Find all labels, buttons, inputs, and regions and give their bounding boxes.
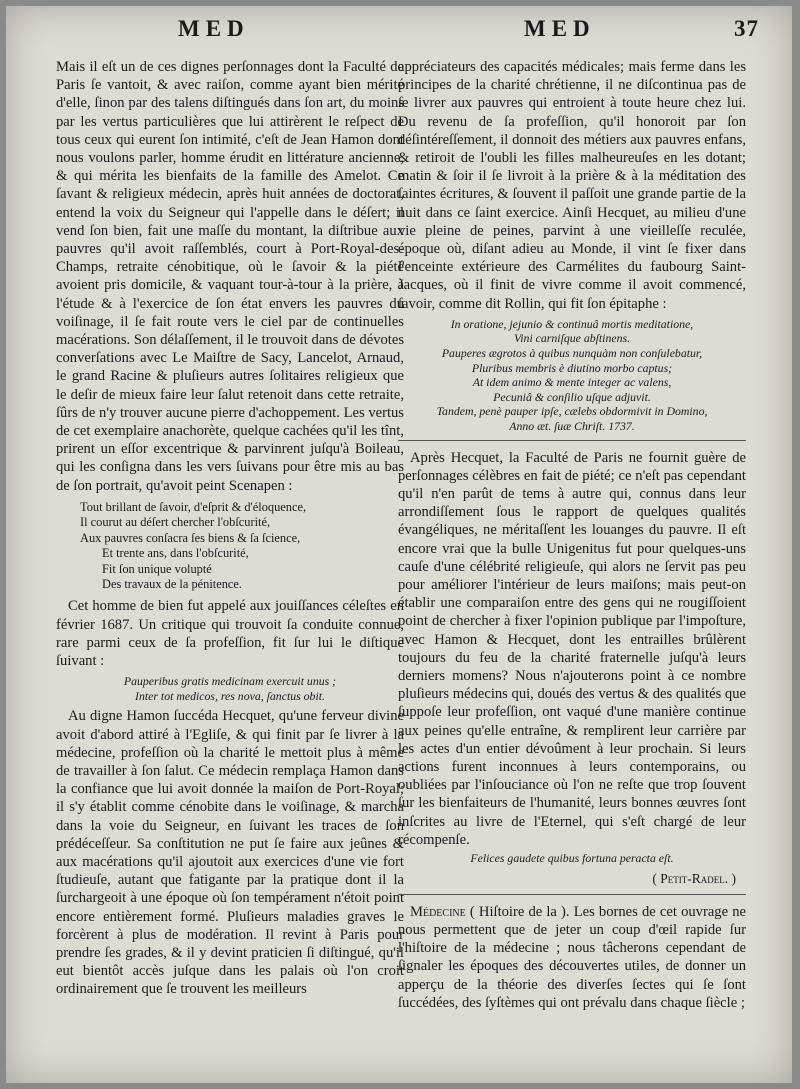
epitaph-line: Tandem, penè pauper ipſe, cælebs obdormivit in Domino,	[436, 404, 708, 419]
paragraph: Mais il eſt un de ces dignes perſonnages dont la Faculté de Paris ſe vantoit, & avec raiſon, comme ayant bien mérité d'elle, ſinon par des talens diſtingués dans ſon art, du moins par les vertus particulières que lui attirèrent le reſpect de tous ceux qui eurent ſon intimité, c'eſt de Jean Hamon dont nous voulons parler, homme érudit en littérature ancienne, & qui mérita les bienfaits de la famille des Amelot. Ce ſavant & religieux médecin, après huit années de doctorat, entend la voix du Seigneur qui l'appelle dans le déſert; il vend ſon bien, fait une maſſe du montant, la diſtribue aux pauvres qu'il avoit raſſemblés, court à Port-Royal-des-Champs, retraite cénobitique, où le ſavoir & la piété avoient pris domicile, & vaquant tour-à-tour à la prière, à l'étude & à l'exercice de ſon état envers les pauvres du voiſinage, il ſe fait route vers le ciel par de continuelles macérations. Son délaſſement, il le trouvoit dans de dévotes converſations avec Le Maiſtre de Sacy, Lancelot, Arnaud, le grand Racine & pluſieurs autres ſolitaires religieux que le deſir de mieux faire leur ſalut retenoit dans cette retraite, ſûrs de n'y trouver aucune pierre d'achoppement. Les vertus de cet exemplaire anachorète, quelque cachées qu'il les tînt, prirent un eſſor excentrique & parvinrent juſqu'à Boileau, qui les conſigna dans les vers ſuivans pour être mis au bas de ſon portrait, qu'avoit peint Scenapen :	[56, 59, 404, 494]
epitaph-line: In oratione, jejunio & continuâ mortis meditatione,	[450, 316, 694, 331]
running-head-left: MED	[178, 16, 250, 41]
verse-line: Et trente ans, dans l'obſcurité,	[102, 546, 249, 561]
verse-line: Tout brillant de ſavoir, d'eſprit & d'éloquence,	[80, 499, 307, 514]
boileau-verse	[80, 500, 404, 592]
right-column	[398, 58, 746, 1012]
epitaph-line: Pauperes ægrotos à quibus nunquàm non conſulebatur,	[441, 346, 703, 361]
verse-line: Aux pauvres conſacra ſes biens & ſa ſcience,	[80, 530, 301, 545]
latin-line: Inter tot medicos, res nova, ſanctus obit.	[135, 688, 325, 703]
verse-line: Il courut au déſert chercher l'obſcurité,	[80, 515, 271, 530]
paragraph: Après Hecquet, la Faculté de Paris ne fournit guère de perſonnages célèbres en fait de piété; ce n'eſt pas cependant qu'il n'en parût de tems à autre qui, connus dans leur arrondiſſement ſous le rapport de quelques qualités évangéliques, ne méritaſſent les louanges du pauvre. Il eſt encore vrai que la bulle Unigenitus fut pour quelques-uns cauſe d'une célébrité religieuſe, qui alors ne ſervit pas peu pour améliorer l'intérieur de leurs maiſons; mais peut-on établir une comparaiſon entre des gens qui ne rougiſſoient point de chercher à fixer l'opinion publique par l'impoſture, avec Hamon & Hecquet, dont les entrailles brûlèrent toujours du feu de la charité fraternelle juſqu'à leurs derniers momens? Nous n'ajouterons point à ce nombre pluſieurs médecins qui, doués des vertus & des qualités que ſuppoſe leur profeſſion, ont vaqué d'une manière continue aux peines qu'elle entraîne, & remplirent leur carrière par les actes d'un entier dévoûment à leur prochain. Si leurs actions furent inconnues à leurs contemporains, ou oubliées par l'inſouciance où l'on ne reſte que trop ſouvent ſur les bienfaiteurs de l'humanité, leurs bonnes œuvres ſont inſcrites au livre de l'Eternel, qui s'eſt chargé de leur récompenſe.	[398, 449, 746, 848]
verse-line: Des travaux de la pénitence.	[102, 576, 243, 591]
epitaph-line: At idem animo & mente integer ac valens,	[472, 375, 672, 390]
epitaph	[398, 317, 746, 434]
paragraph: appréciateurs des capacités médicales; mais ferme dans les principes de la charité chrétienne, il ne diſcontinua pas de ſe livrer aux pauvres qui entroient à toute heure chez lui. Du revenu de ſa profeſſion, qu'il honoroit par ſon déſintéreſſement, il donnoit des métiers aux pauvres enfans, & retiroit de l'oubli les filles malheureuſes en les dotant; matin & ſoir il ſe livroit à la prière & à la méditation des ſaintes écritures, & ſouvent il paſſoit une grande partie de la nuit dans ce ſaint exercice. Ainſi Hecquet, au milieu d'une vie pleine de peines, parvint à une vieilleſſe reculée, époque où, diſant adieu au Monde, il vint ſe fixer dans l'enceinte extérieure des Carmélites du faubourg Saint-Jacques, où il finit de vivre comme il avoit commencé, ſavoir, comme dit Rollin, qui fit ſon épitaphe :	[398, 59, 746, 312]
left-column	[56, 58, 404, 999]
closing-latin: Felices gaudete quibus fortuna peracta eſt.	[470, 851, 674, 866]
epitaph-line: Vini carniſque abſtinens.	[513, 331, 631, 346]
paragraph: Cet homme de bien fut appelé aux jouiſſances céleſtes en février 1687. Un critique qui trouvoit ſa conduite connue, rare parmi ceux de ſa profeſſion, fit ſur lui le diſtique ſuivant :	[56, 598, 404, 669]
paragraph: Au digne Hamon ſuccéda Hecquet, qu'une ferveur divine avoit d'abord attiré à l'Egliſe, & qui finit par ſe livrer à la médecine, profeſſion où la charité le mettoit plus à même de travailler à ſon ſalut. Ce médecin remplaça Hamon dans la confiance que lui avoit donnée la maiſon de Port-Royal; il s'y établit comme cénobite dans le voiſinage, & marcha dans la voie du Seigneur, en ſuivant les traces de ſon prédéceſſeur. Sa conſtitution ne put ſe faire aux jeûnes & aux macérations qu'il ajoutoit aux exercices d'une vie fort ſtudieuſe, autant que fatigante par la pratique dont il la ſurchargeoit à une époque où ſon tempérament n'étoit point encore entièrement formé. Pluſieurs maladies graves le forcèrent à plus de modération. Il revint à Paris pour prendre ſes grades, & il y devint praticien ſi diſtingué, qu'il eut bientôt accès juſque dans les palais où l'on croit ordinairement que ſe trouvent les meilleurs	[56, 708, 404, 998]
latin-distich	[56, 674, 404, 703]
epitaph-line: Pecuniâ & conſilio uſque adjuvit.	[493, 389, 651, 404]
divider	[398, 440, 746, 441]
verse-line: Fit ſon unique volupté	[102, 561, 212, 576]
divider	[398, 894, 746, 895]
author-signature: ( Petit-Radel. )	[652, 870, 736, 886]
article-text: ( Hiſtoire de la ). Les bornes de cet ouvrage ne nous permettent que de jeter un coup d'œil rapide ſur l'hiſtoire de la médecine ; nous tâcherons cependant de ſignaler les époques des découvertes utiles, de donner un apperçu de la théorie des diverſes ſectes qui ſe ſont ſuccédées, des ſyſtèmes qui ont prévalu dans chaque ſiècle ;	[398, 903, 746, 1011]
epitaph-line: Anno æt. ſuæ Chriſt. 1737.	[509, 419, 635, 433]
latin-line: Pauperibus gratis medicinam exercuit unus ;	[123, 674, 337, 689]
article-headword: Médecine	[410, 903, 466, 920]
running-head-right: MED	[524, 16, 596, 41]
article-paragraph	[398, 903, 746, 1012]
page	[6, 6, 792, 1083]
epitaph-line: Pluribus membris è diutino morbo captus;	[471, 360, 673, 375]
page-number: 37	[734, 16, 759, 41]
